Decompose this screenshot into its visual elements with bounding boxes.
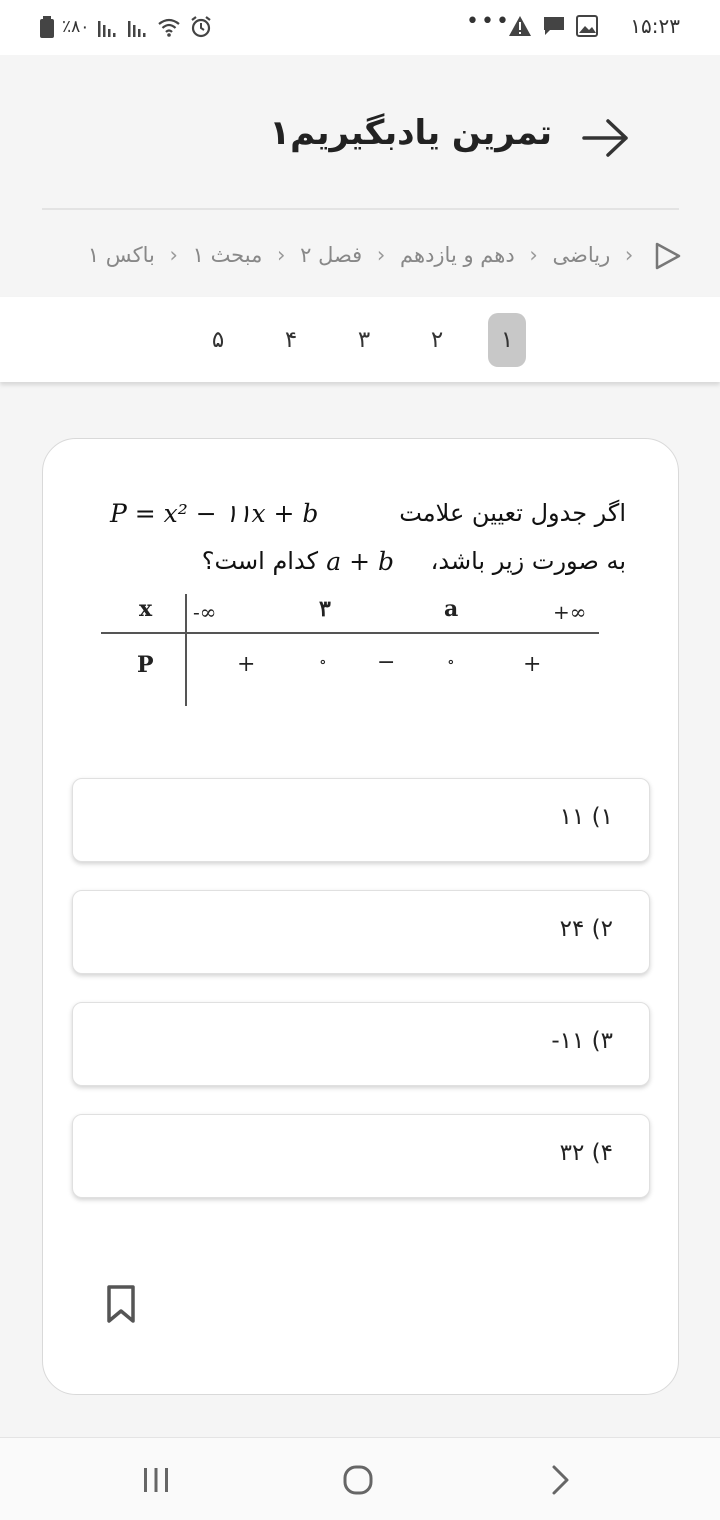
option-label: ۴) ۳۲ xyxy=(559,1140,613,1166)
tab-2[interactable]: ۲ xyxy=(430,327,444,353)
home-icon[interactable] xyxy=(338,1460,378,1500)
option-label: ۲) ۲۴ xyxy=(559,916,613,942)
sign-table-sign: + xyxy=(237,652,256,677)
option-label: ۳) ۱۱- xyxy=(551,1028,613,1054)
option-1[interactable] xyxy=(72,778,650,862)
overflow-dots: ••• xyxy=(466,9,511,34)
play-icon[interactable] xyxy=(654,241,682,271)
image-icon xyxy=(576,15,598,37)
status-time: ۱۵:۲۳ xyxy=(630,14,680,38)
battery-icon xyxy=(40,16,54,38)
question-text-1: اگر جدول تعیین علامت xyxy=(399,499,626,527)
question-tabs xyxy=(0,297,720,382)
sign-table-sign: − xyxy=(377,650,396,675)
sign-table-p-label: P xyxy=(137,652,154,678)
status-bar xyxy=(0,0,720,55)
question-line-1 xyxy=(96,499,626,539)
question-line-2 xyxy=(96,547,626,587)
breadcrumb-separator-icon: ‹ xyxy=(624,243,634,267)
system-nav-bar xyxy=(0,1437,720,1520)
signal-icon xyxy=(97,17,119,37)
page-title: تمرین یادبگیریم۱ xyxy=(269,113,552,153)
breadcrumb-separator-icon: ‹ xyxy=(277,243,286,267)
sign-table-x-value: a xyxy=(444,596,459,622)
option-4[interactable] xyxy=(72,1114,650,1198)
tab-1[interactable]: ۱ xyxy=(488,313,526,367)
wifi-icon xyxy=(157,17,181,37)
question-card xyxy=(42,438,679,1395)
back-arrow-icon[interactable] xyxy=(580,115,632,161)
signal-icon-2 xyxy=(127,17,149,37)
status-icons-left xyxy=(40,15,213,39)
sign-table-x-value: -∞ xyxy=(193,600,217,624)
back-nav-icon[interactable] xyxy=(540,1460,580,1500)
sign-table-sign: ∘ xyxy=(319,652,327,671)
breadcrumb xyxy=(42,235,682,275)
breadcrumb-item[interactable]: ریاضی xyxy=(552,243,611,267)
sign-table-sign: + xyxy=(523,652,542,677)
title-row xyxy=(42,113,632,163)
alarm-icon xyxy=(189,15,213,39)
option-label: ۱) ۱۱ xyxy=(559,804,613,830)
breadcrumb-separator-icon: ‹ xyxy=(376,243,386,267)
question-formula-1: P = x² − ۱۱x + b xyxy=(110,499,319,528)
breadcrumb-item[interactable]: باکس ۱ xyxy=(87,243,155,267)
page-header xyxy=(0,55,720,297)
message-icon xyxy=(542,15,566,37)
sign-table xyxy=(101,594,601,709)
breadcrumb-item[interactable]: مبحث ۱ xyxy=(192,243,263,267)
tab-4[interactable]: ۴ xyxy=(284,327,298,353)
breadcrumb-item[interactable]: دهم و یازدهم xyxy=(400,243,515,267)
status-icons-right xyxy=(508,15,598,37)
warning-icon xyxy=(508,15,532,37)
sign-table-x-label: x xyxy=(139,596,153,622)
question-text-2: به صورت زیر باشد، xyxy=(430,547,626,575)
tab-3[interactable]: ۳ xyxy=(357,327,371,353)
battery-percent: ٪۸۰ xyxy=(62,17,90,37)
question-formula-2: a + b xyxy=(326,547,394,576)
sign-table-sign: ∘ xyxy=(447,652,455,671)
header-divider xyxy=(42,208,679,210)
sign-table-x-value: ۳ xyxy=(319,596,331,622)
breadcrumb-item[interactable]: فصل ۲ xyxy=(300,243,363,267)
breadcrumb-separator-icon: ‹ xyxy=(529,243,538,267)
sign-table-x-value: +∞ xyxy=(553,600,587,624)
option-3[interactable] xyxy=(72,1002,650,1086)
option-2[interactable] xyxy=(72,890,650,974)
tab-5[interactable]: ۵ xyxy=(211,327,225,353)
bookmark-icon[interactable] xyxy=(105,1284,137,1324)
recent-apps-icon[interactable] xyxy=(136,1460,176,1500)
breadcrumb-separator-icon: ‹ xyxy=(169,243,178,267)
question-text-3: کدام است؟ xyxy=(201,547,318,575)
